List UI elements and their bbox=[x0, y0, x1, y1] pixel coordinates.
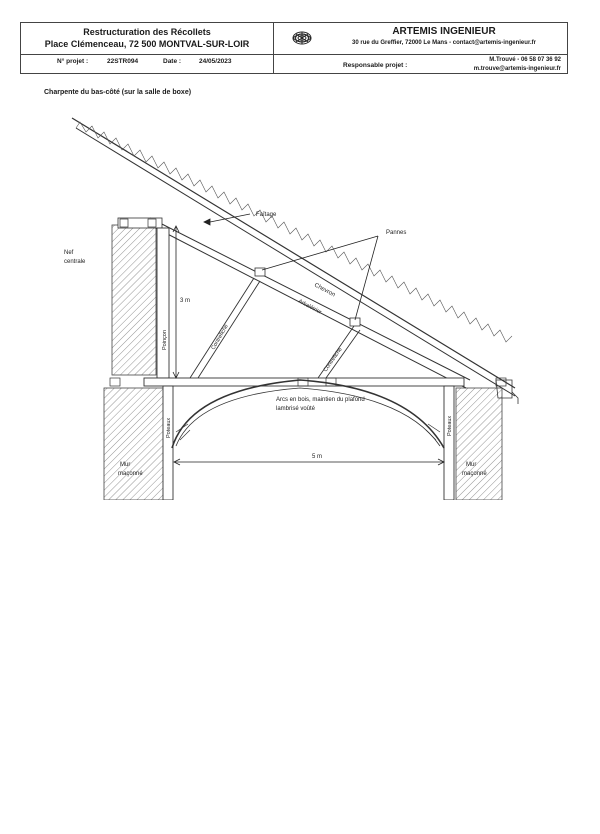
corbel bbox=[110, 378, 120, 386]
firm-name: ARTEMIS INGENIEUR bbox=[392, 26, 496, 37]
label-arbaletrier: Arbalétrier bbox=[297, 298, 323, 316]
leader-lines bbox=[204, 214, 378, 320]
label-faitage: Faîtage bbox=[256, 212, 277, 218]
responsible-email: m.trouve@artemis-ingenieur.fr bbox=[473, 66, 561, 72]
project-number-label: N° projet : bbox=[57, 58, 89, 65]
firm-logo-icon bbox=[291, 27, 313, 49]
left-masonry-wall bbox=[104, 388, 164, 500]
label-poincon: Poinçon bbox=[162, 330, 168, 350]
date-label: Date : bbox=[163, 58, 182, 65]
title-block-divider bbox=[273, 23, 274, 73]
responsible-label: Responsable projet : bbox=[343, 62, 408, 69]
tie-beam bbox=[144, 378, 464, 386]
wall-plate bbox=[118, 218, 162, 228]
upper-wall bbox=[112, 225, 156, 375]
label-nef-line1: Nef bbox=[64, 250, 74, 256]
label-pannes: Pannes bbox=[386, 230, 407, 236]
label-mur-right-line1: Mur bbox=[466, 462, 477, 468]
project-title-line1: Restructuration des Récollets bbox=[83, 27, 211, 37]
height-dimension bbox=[173, 226, 179, 378]
label-mur-left-line2: maçonné bbox=[118, 471, 143, 477]
responsible-phone: M.Trouvé - 06 58 07 36 92 bbox=[489, 57, 561, 63]
label-poteaux-left: Poteaux bbox=[166, 417, 172, 438]
responsible-contact bbox=[421, 56, 561, 74]
left-post bbox=[163, 386, 173, 500]
label-arcs-line2: lambrisé voûté bbox=[276, 406, 316, 412]
timber-frame-drawing bbox=[0, 100, 600, 500]
label-height: 3 m bbox=[180, 298, 191, 304]
right-masonry-wall bbox=[456, 388, 502, 500]
section-title: Charpente du bas-côté (sur la salle de boxe) bbox=[44, 89, 192, 96]
king-post bbox=[157, 228, 169, 378]
label-arcs-line1: Arcs en bois, maintien du plafond bbox=[276, 397, 365, 403]
project-title bbox=[21, 26, 273, 50]
project-number: 22STR094 bbox=[107, 58, 139, 65]
title-block bbox=[20, 22, 568, 74]
date-value: 24/05/2023 bbox=[199, 58, 232, 65]
right-post bbox=[444, 386, 454, 500]
label-contrefiche-left: Contrefiche bbox=[210, 323, 230, 351]
label-nef-line2: centrale bbox=[64, 259, 86, 265]
title-block-divider bbox=[21, 54, 567, 55]
project-title-line2: Place Clémenceau, 72 500 MONTVAL-SUR-LOIR bbox=[44, 39, 250, 49]
label-poteaux-right: Poteaux bbox=[447, 415, 453, 436]
firm-address: 30 rue du Greffier, 72000 Le Mans - contact@artemis-ingenieur.fr bbox=[352, 40, 536, 46]
label-width: 5 m bbox=[312, 454, 323, 460]
label-contrefiche-right: Contrefiche bbox=[322, 346, 344, 374]
label-mur-left-line1: Mur bbox=[120, 462, 131, 468]
width-dimension bbox=[174, 459, 444, 465]
label-mur-right-line2: maçonné bbox=[462, 471, 487, 477]
label-chevron: Chevron bbox=[313, 282, 336, 299]
